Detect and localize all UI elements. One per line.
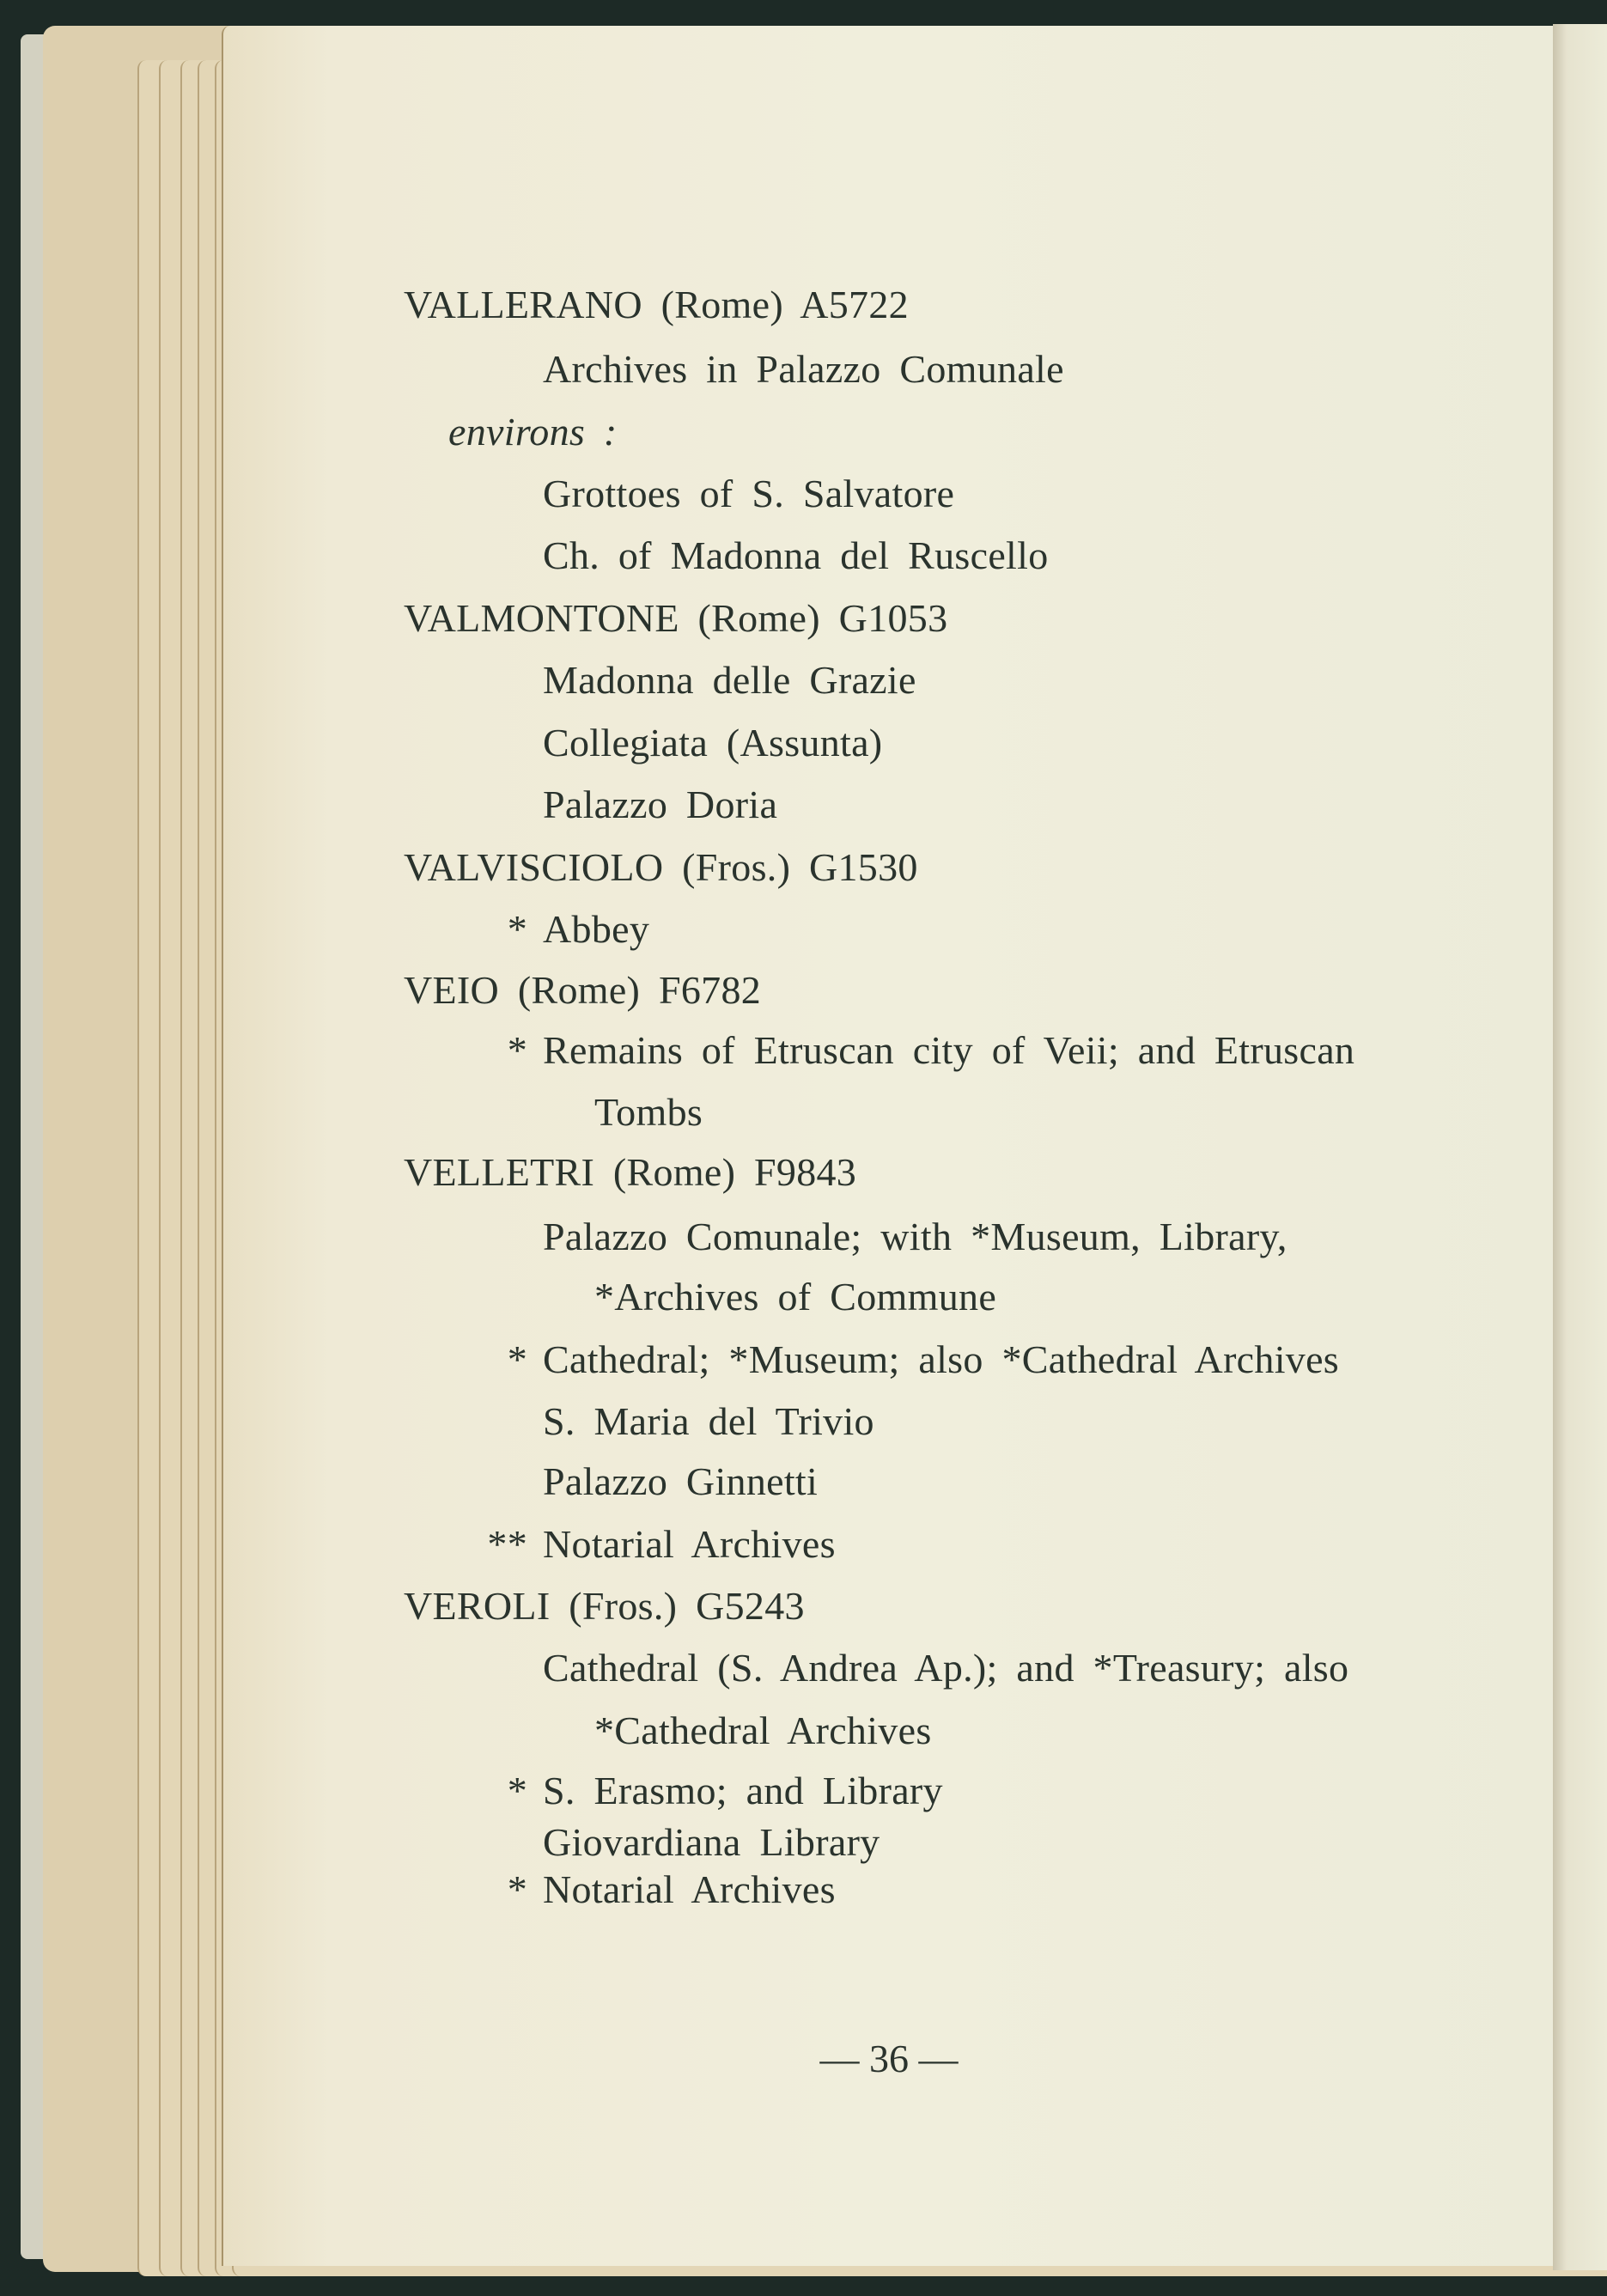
place-heading: VALLERANO (Rome) A5722 xyxy=(404,283,909,326)
place-heading: VEIO (Rome) F6782 xyxy=(404,968,762,1012)
next-page-edge xyxy=(1553,24,1607,2270)
book-page xyxy=(222,26,1555,2266)
asterisk-mark: * xyxy=(507,1028,527,1072)
continuation-line: *Cathedral Archives xyxy=(594,1708,932,1752)
site-item: Cathedral (S. Andrea Ap.); and *Treasury; also xyxy=(543,1646,1349,1690)
asterisk-mark: * xyxy=(507,1769,527,1812)
site-item: Notarial Archives xyxy=(543,1522,836,1566)
site-item: Palazzo Comunale; with *Museum, Library, xyxy=(543,1215,1287,1258)
continuation-line: *Archives of Commune xyxy=(594,1275,997,1319)
page-number: — 36 — xyxy=(819,2037,959,2080)
place-heading: VALMONTONE (Rome) G1053 xyxy=(404,596,948,640)
site-item: Archives in Palazzo Comunale xyxy=(543,347,1064,391)
place-heading: VEROLI (Fros.) G5243 xyxy=(404,1584,805,1628)
site-item: Collegiata (Assunta) xyxy=(543,721,883,764)
asterisk-mark: ** xyxy=(487,1522,527,1566)
subheading: environs : xyxy=(448,410,618,454)
site-item: Abbey xyxy=(543,907,650,951)
site-item: Ch. of Madonna del Ruscello xyxy=(543,533,1049,577)
place-heading: VELLETRI (Rome) F9843 xyxy=(404,1150,857,1194)
site-item: S. Maria del Trivio xyxy=(543,1399,874,1443)
site-item: Grottoes of S. Salvatore xyxy=(543,472,955,515)
site-item: Notarial Archives xyxy=(543,1867,836,1911)
asterisk-mark: * xyxy=(507,1337,527,1381)
site-item: S. Erasmo; and Library xyxy=(543,1769,943,1812)
site-item: Palazzo Ginnetti xyxy=(543,1459,819,1503)
site-item: Remains of Etruscan city of Veii; and Etruscan xyxy=(543,1028,1355,1072)
asterisk-mark: * xyxy=(507,907,527,951)
site-item: Giovardiana Library xyxy=(543,1820,880,1864)
site-item: Palazzo Doria xyxy=(543,783,778,826)
site-item: Cathedral; *Museum; also *Cathedral Archives xyxy=(543,1337,1339,1381)
place-heading: VALVISCIOLO (Fros.) G1530 xyxy=(404,845,918,889)
asterisk-mark: * xyxy=(507,1867,527,1911)
continuation-line: Tombs xyxy=(594,1090,703,1134)
site-item: Madonna delle Grazie xyxy=(543,658,916,702)
